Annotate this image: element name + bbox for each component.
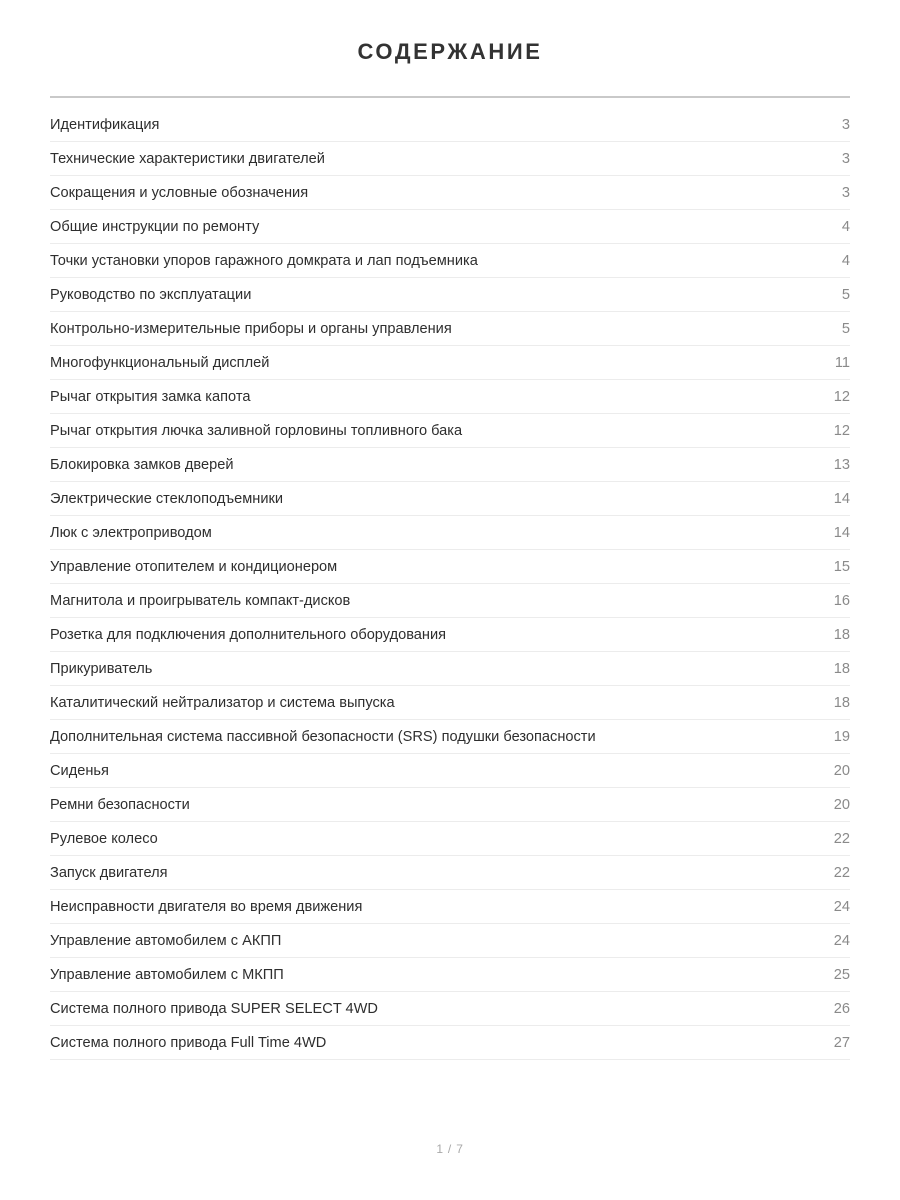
toc-entry[interactable] — [50, 686, 850, 720]
toc-entry-page-number: 4 — [841, 218, 850, 235]
toc-entry[interactable] — [50, 720, 850, 754]
toc-entry-title: Рычаг открытия лючка заливной горловины топливного бака — [50, 422, 463, 439]
toc-entry-page-number: 13 — [833, 456, 850, 473]
table-of-contents — [50, 66, 850, 1060]
toc-entry[interactable] — [50, 312, 850, 346]
toc-entry-page-number: 18 — [833, 694, 850, 711]
toc-entry-page-number: 20 — [833, 796, 850, 813]
toc-entry-title: Многофункциональный дисплей — [50, 354, 270, 371]
toc-entry-title: Электрические стеклоподъемники — [50, 490, 284, 507]
toc-entry-title: Неисправности двигателя во время движения — [50, 898, 363, 915]
toc-entry[interactable] — [50, 584, 850, 618]
toc-entry-page-number: 12 — [833, 422, 850, 439]
toc-entry-title: Розетка для подключения дополнительного оборудования — [50, 626, 447, 643]
toc-entry[interactable] — [50, 108, 850, 142]
toc-entry-title: Руководство по эксплуатации — [50, 286, 252, 303]
toc-entry-page-number: 24 — [833, 932, 850, 949]
toc-entry[interactable] — [50, 890, 850, 924]
toc-entry-title: Технические характеристики двигателей — [50, 150, 325, 167]
toc-entry-title: Ремни безопасности — [50, 796, 190, 813]
toc-entry-title: Магнитола и проигрыватель компакт-дисков — [50, 592, 351, 609]
toc-entry-title: Рычаг открытия замка капота — [50, 388, 251, 405]
toc-entry-page-number: 5 — [841, 320, 850, 337]
toc-entry-title: Каталитический нейтрализатор и система выпуска — [50, 694, 395, 711]
toc-entry[interactable] — [50, 516, 850, 550]
toc-list — [50, 108, 850, 1060]
toc-entry-page-number: 18 — [833, 626, 850, 643]
toc-entry-title: Сиденья — [50, 762, 109, 779]
toc-entry[interactable] — [50, 652, 850, 686]
toc-entry-title: Дополнительная система пассивной безопасности (SRS) подушки безопасности — [50, 728, 596, 745]
toc-entry-page-number: 3 — [841, 184, 850, 201]
toc-entry-title: Рулевое колесо — [50, 830, 158, 847]
toc-entry[interactable] — [50, 482, 850, 516]
toc-entry-page-number: 27 — [833, 1034, 850, 1051]
toc-entry-title: Идентификация — [50, 116, 160, 133]
toc-entry[interactable] — [50, 788, 850, 822]
toc-entry-title: Управление отопителем и кондиционером — [50, 558, 338, 575]
toc-entry[interactable] — [50, 210, 850, 244]
toc-entry[interactable] — [50, 992, 850, 1026]
page-title: СОДЕРЖАНИЕ — [357, 39, 543, 64]
toc-entry[interactable] — [50, 380, 850, 414]
toc-entry-page-number: 3 — [841, 116, 850, 133]
toc-entry[interactable] — [50, 822, 850, 856]
toc-entry-title: Общие инструкции по ремонту — [50, 218, 260, 235]
toc-entry-title: Контрольно-измерительные приборы и органы управления — [50, 320, 452, 337]
toc-entry-title: Запуск двигателя — [50, 864, 168, 881]
toc-entry-page-number: 26 — [833, 1000, 850, 1017]
toc-entry-page-number: 18 — [833, 660, 850, 677]
toc-entry[interactable] — [50, 414, 850, 448]
toc-entry[interactable] — [50, 448, 850, 482]
toc-entry[interactable] — [50, 958, 850, 992]
toc-entry[interactable] — [50, 550, 850, 584]
toc-entry[interactable] — [50, 244, 850, 278]
toc-entry[interactable] — [50, 278, 850, 312]
toc-entry[interactable] — [50, 856, 850, 890]
page-pagination: 1 / 7 — [436, 1142, 464, 1156]
toc-entry-page-number: 4 — [841, 252, 850, 269]
toc-entry-page-number: 12 — [833, 388, 850, 405]
toc-entry-page-number: 14 — [833, 524, 850, 541]
toc-entry[interactable] — [50, 1026, 850, 1060]
toc-top-rule — [50, 96, 850, 98]
toc-entry[interactable] — [50, 142, 850, 176]
toc-entry-title: Сокращения и условные обозначения — [50, 184, 309, 201]
toc-entry-page-number: 16 — [833, 592, 850, 609]
toc-entry-title: Управление автомобилем с МКПП — [50, 966, 284, 983]
toc-entry[interactable] — [50, 618, 850, 652]
toc-entry-page-number: 22 — [833, 864, 850, 881]
toc-entry-page-number: 19 — [833, 728, 850, 745]
toc-entry-page-number: 14 — [833, 490, 850, 507]
toc-entry[interactable] — [50, 924, 850, 958]
toc-entry-page-number: 15 — [833, 558, 850, 575]
toc-entry-page-number: 5 — [841, 286, 850, 303]
toc-entry[interactable] — [50, 754, 850, 788]
toc-entry[interactable] — [50, 346, 850, 380]
toc-entry-title: Блокировка замков дверей — [50, 456, 234, 473]
toc-entry-page-number: 11 — [834, 354, 850, 371]
toc-entry[interactable] — [50, 176, 850, 210]
toc-entry-title: Прикуриватель — [50, 660, 153, 677]
toc-entry-title: Система полного привода SUPER SELECT 4WD — [50, 1000, 378, 1017]
toc-entry-title: Система полного привода Full Time 4WD — [50, 1034, 327, 1051]
toc-entry-title: Люк с электроприводом — [50, 524, 212, 541]
toc-entry-page-number: 3 — [841, 150, 850, 167]
toc-entry-title: Точки установки упоров гаражного домкрата и лап подъемника — [50, 252, 478, 269]
toc-entry-page-number: 22 — [833, 830, 850, 847]
toc-entry-page-number: 20 — [833, 762, 850, 779]
toc-entry-page-number: 25 — [833, 966, 850, 983]
toc-entry-page-number: 24 — [833, 898, 850, 915]
toc-entry-title: Управление автомобилем с АКПП — [50, 932, 282, 949]
